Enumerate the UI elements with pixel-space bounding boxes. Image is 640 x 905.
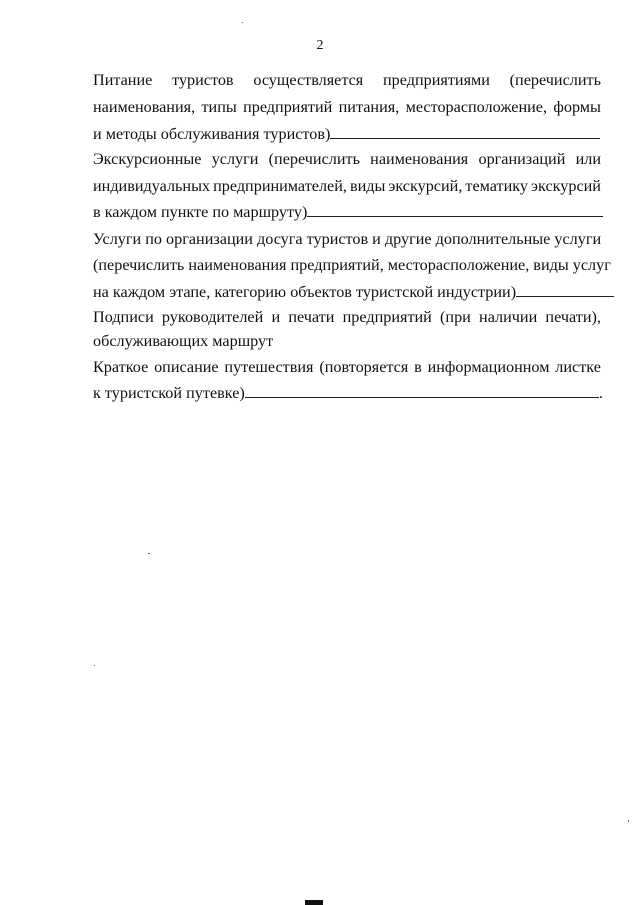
word: туристов: [172, 71, 234, 89]
description-line-end: .: [598, 384, 603, 402]
leisure-fill-in-line: [516, 282, 614, 297]
word: организаций: [478, 150, 566, 168]
word: питания,: [338, 98, 400, 116]
food-paragraph-line-2: [93, 97, 601, 117]
word: путешествия: [224, 358, 314, 376]
leisure-paragraph-line-2: (перечислить наименования предприятий, месторасположение, виды услуг: [93, 256, 611, 274]
description-line-text: к туристской путевке): [93, 384, 245, 402]
word: руководителей: [161, 308, 264, 326]
description-paragraph-line-2: [93, 383, 603, 403]
food-fill-in-line: [330, 124, 600, 139]
word: Подписи: [93, 308, 154, 326]
excursions-paragraph-line-1: [93, 149, 601, 169]
food-paragraph-line-3: [93, 124, 600, 144]
word: виды: [349, 177, 386, 195]
word: индивидуальных: [93, 177, 211, 195]
word: Экскурсионные: [93, 150, 202, 168]
excursions-line-text: в каждом пункте по маршруту): [93, 203, 308, 221]
word: (при: [440, 308, 471, 326]
scan-speck: [94, 665, 95, 666]
excursions-fill-in-line: [307, 202, 603, 217]
word: описание: [154, 358, 219, 376]
word: (перечислить: [509, 71, 601, 89]
word: экскурсий,: [388, 177, 463, 195]
leisure-paragraph-line-1: Услуги по организации досуга туристов и другие дополнительные услуги: [93, 230, 602, 248]
description-paragraph-line-1: [93, 357, 601, 377]
food-paragraph-line-1: [93, 70, 601, 90]
word: или: [575, 150, 601, 168]
scan-speck: [628, 820, 629, 822]
signatures-paragraph-line-1: [93, 307, 601, 327]
excursions-paragraph-line-3: [93, 202, 603, 222]
leisure-paragraph-line-3: [93, 282, 614, 302]
word: (перечислить: [268, 150, 360, 168]
word: и: [271, 308, 281, 326]
description-fill-in-line: [245, 383, 599, 398]
word: Краткое: [93, 358, 149, 376]
word: предприятий: [342, 308, 432, 326]
word: услуги: [211, 150, 259, 168]
word: Питание: [93, 71, 153, 89]
word: месторасположение,: [405, 98, 548, 116]
word: печати),: [545, 308, 601, 326]
word: предприятий: [243, 98, 333, 116]
leisure-line-text: на каждом этапе, категорию объектов туристской индустрии): [93, 283, 517, 301]
word: листке: [555, 358, 601, 376]
word: (повторяется: [319, 358, 409, 376]
excursions-paragraph-line-2: [93, 176, 601, 196]
word: осуществляется: [253, 71, 364, 89]
scan-speck: [148, 553, 150, 554]
word: наименования,: [93, 98, 196, 116]
word: информационном: [427, 358, 550, 376]
signatures-paragraph-line-2: обслуживающих маршрут: [93, 332, 274, 350]
word: формы: [553, 98, 601, 116]
scan-speck: [242, 22, 243, 23]
scan-edge-mark: [305, 900, 323, 905]
page-number: 2: [316, 38, 324, 53]
word: наименования: [370, 150, 469, 168]
word: экскурсий: [531, 177, 601, 195]
word: наличии: [479, 308, 538, 326]
word: тематику: [465, 177, 529, 195]
word: предпринимателей,: [213, 177, 347, 195]
word: в: [414, 358, 422, 376]
word: печати: [288, 308, 335, 326]
word: типы: [201, 98, 237, 116]
word: предприятиями: [383, 71, 490, 89]
food-line-text: и методы обслуживания туристов): [93, 125, 331, 143]
